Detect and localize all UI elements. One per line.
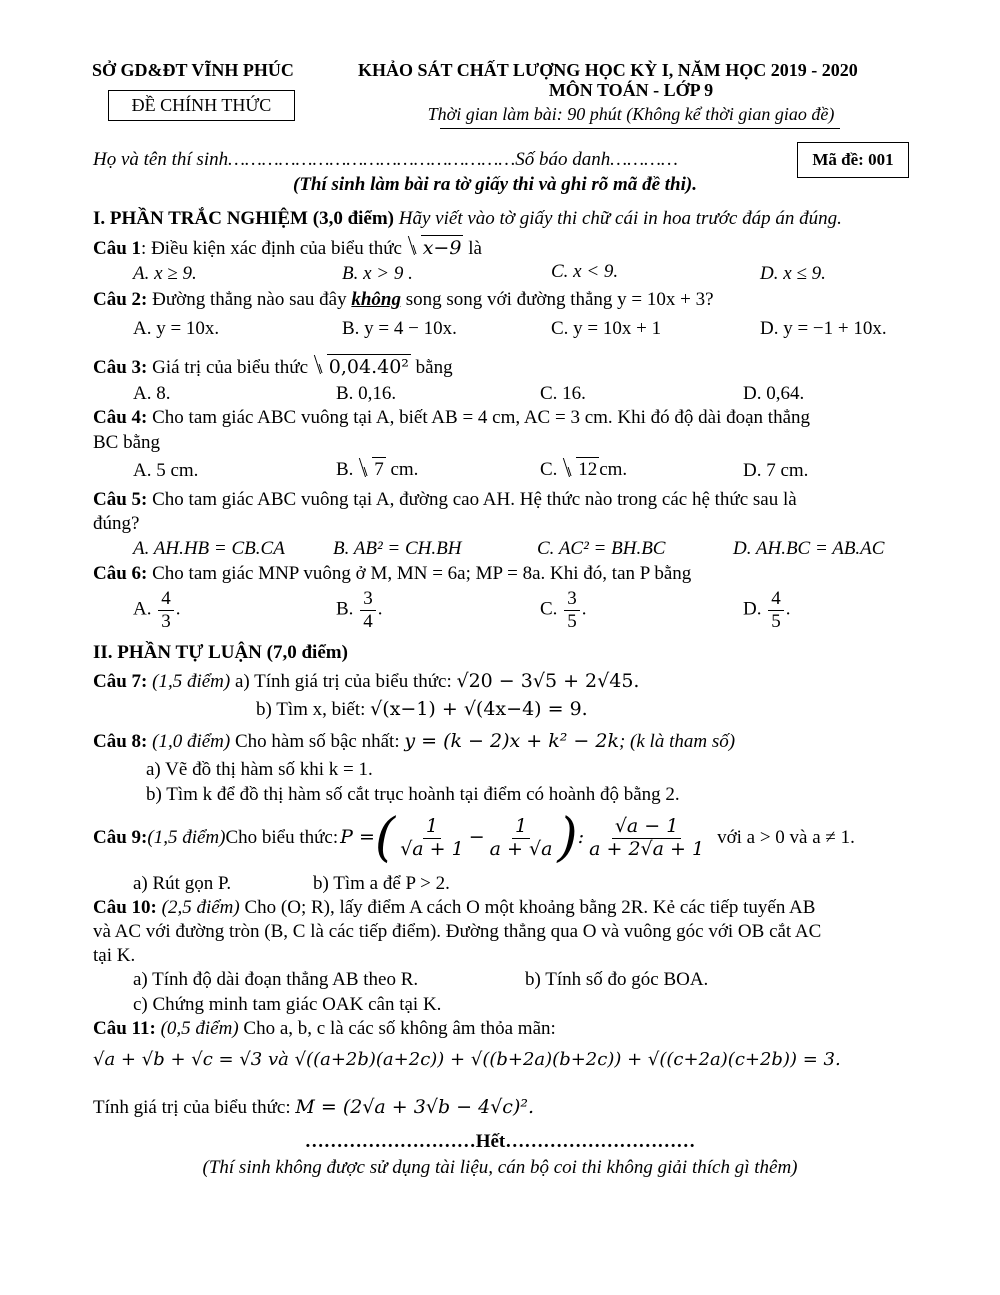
q2-pre: Đường thẳng nào sau đây bbox=[147, 289, 352, 310]
q10-line2: và AC với đường tròn (B, C là các tiếp điểm). Đường thẳng qua O và vuông góc với OB cắt AC bbox=[93, 921, 822, 942]
q1-tail: là bbox=[468, 238, 482, 259]
q7-b: b) Tìm x, biết: √(x−1) + √(4x−4) = 9. bbox=[256, 698, 588, 720]
part1-heading bbox=[93, 208, 842, 230]
q5-line1: Câu 5: Cho tam giác ABC vuông tại A, đường cao AH. Hệ thức nào trong các hệ thức sau là bbox=[93, 489, 797, 510]
official-stamp-box bbox=[108, 90, 295, 121]
q10-line3: tại K. bbox=[93, 945, 136, 966]
end-marker: ………………………Hết………………………… bbox=[304, 1131, 696, 1152]
q7-a: Câu 7: (1,5 điểm) a) Tính giá trị của biểu thức: √20 − 3√5 + 2√45. bbox=[93, 670, 640, 692]
q8-b: b) Tìm k để đồ thị hàm số cắt trục hoành tại điểm có hoành độ bằng 2. bbox=[146, 784, 680, 805]
q2-stem bbox=[93, 289, 714, 311]
q11-condition: √a + √b + √c = √3 và √((a+2b)(a+2c)) + √((b+2a)(b+2c)) + √((c+2a)(c+2b)) = 3. bbox=[93, 1049, 841, 1070]
q9-expression: P =( $\frac{1}{√a + 1}$ − $\frac{1}{a + √a}$ ): $\frac{√a - 1}{a + 2√a + 1}$ bbox=[340, 808, 705, 868]
q7-b-expression: √(x−1) + √(4x−4) = 9. bbox=[370, 698, 588, 720]
q9-stem: Câu 9: (1,5 điểm) Cho biểu thức: P =( $\frac{1}{√a + 1}$ − $\frac{1}{a + √a}$ ): $\frac{√a - 1}{a + 2√a + 1}$ với a > 0 và a ≠ 1. bbox=[93, 808, 855, 868]
q1-option-c: C. x < 9. bbox=[551, 261, 619, 282]
time-note: Thời gian làm bài: 90 phút (Không kể thời gian giao đề) bbox=[427, 104, 835, 124]
q10-c: c) Chứng minh tam giác OAK cân tại K. bbox=[133, 994, 442, 1015]
q8-stem: Câu 8: (1,0 điểm) Cho hàm số bậc nhất: y = (k − 2)x + k² − 2k; (k là tham số) bbox=[93, 730, 736, 752]
q3-stem bbox=[93, 354, 453, 379]
q4-label: Câu 4: bbox=[93, 407, 148, 428]
q1-label: Câu 1 bbox=[93, 238, 142, 259]
q9-a: a) Rút gọn P. bbox=[133, 873, 232, 894]
q6-text: Cho tam giác MNP vuông ở M, MN = 6a; MP = 8a. Khi đó, tan P bằng bbox=[147, 563, 692, 584]
header-divider bbox=[440, 128, 840, 129]
department: SỞ GD&ĐT VĨNH PHÚC bbox=[92, 60, 294, 80]
q10-b: b) Tính số đo góc BOA. bbox=[525, 969, 709, 990]
q6-label: Câu 6: bbox=[93, 563, 148, 584]
part1-title: I. PHẦN TRẮC NGHIỆM (3,0 điểm) bbox=[93, 208, 395, 229]
q11-label: Câu 11: bbox=[93, 1018, 156, 1039]
q10-line1: Câu 10: (2,5 điểm) Cho (O; R), lấy điểm A cách O một khoảng bằng 2R. Kẻ các tiếp tuyến AB bbox=[93, 897, 816, 918]
q2-label: Câu 2: bbox=[93, 289, 148, 310]
exam-code-box bbox=[797, 142, 909, 178]
exam-title: KHẢO SÁT CHẤT LƯỢNG HỌC KỲ I, NĂM HỌC 2019 - 2020 bbox=[358, 60, 858, 80]
q2-option-d: D. y = −1 + 10x. bbox=[760, 318, 887, 339]
q1-text: : Điều kiện xác định của biểu thức bbox=[141, 238, 402, 259]
q5-option-c: C. AC² = BH.BC bbox=[537, 538, 666, 559]
official-stamp: ĐỀ CHÍNH THỨC bbox=[131, 95, 272, 115]
q1-option-a: A. x ≥ 9. bbox=[133, 263, 197, 284]
q8-a: a) Vẽ đồ thị hàm số khi k = 1. bbox=[146, 759, 373, 780]
student-instruction: (Thí sinh làm bài ra tờ giấy thi và ghi rõ mã đề thi). bbox=[293, 174, 697, 195]
part2-title: II. PHẦN TỰ LUẬN (7,0 điểm) bbox=[93, 642, 348, 663]
q1-radical: x−9 bbox=[409, 235, 464, 259]
q3-label: Câu 3: bbox=[93, 357, 148, 378]
q3-option-c: C. 16. bbox=[540, 383, 586, 404]
q3-radical: 0,04.40² bbox=[315, 354, 411, 378]
q2-post: song song với đường thẳng y = 10x + 3? bbox=[401, 289, 714, 310]
q4-option-b: B. 7 cm. bbox=[336, 459, 419, 480]
q7-a-expression: √20 − 3√5 + 2√45. bbox=[456, 670, 640, 692]
q5-option-b: B. AB² = CH.BH bbox=[333, 538, 462, 559]
q10-label: Câu 10: bbox=[93, 897, 157, 918]
q4-option-d: D. 7 cm. bbox=[743, 460, 809, 481]
q4-option-c: C. 12 cm. bbox=[540, 459, 628, 480]
q4-option-a: A. 5 cm. bbox=[133, 460, 199, 481]
q3-tail: bằng bbox=[415, 357, 453, 378]
q3-option-d: D. 0,64. bbox=[743, 383, 805, 404]
q3-option-b: B. 0,16. bbox=[336, 383, 397, 404]
q2-keyword: không bbox=[351, 289, 401, 310]
q3-option-a: A. 8. bbox=[133, 383, 171, 404]
q11-expression: M = (2√a + 3√b − 4√c)². bbox=[295, 1096, 535, 1118]
q5-label: Câu 5: bbox=[93, 489, 148, 510]
q2-option-c: C. y = 10x + 1 bbox=[551, 318, 662, 339]
footer-note: (Thí sinh không được sử dụng tài liệu, cán bộ coi thi không giải thích gì thêm) bbox=[202, 1157, 798, 1178]
q9-condition: với a > 0 và a ≠ 1. bbox=[717, 827, 855, 848]
q5-option-a: A. AH.HB = CB.CA bbox=[133, 538, 285, 559]
q10-a: a) Tính độ dài đoạn thẳng AB theo R. bbox=[133, 969, 419, 990]
q8-expression: y = (k − 2)x + k² − 2k bbox=[404, 730, 619, 752]
part1-note: Hãy viết vào tờ giấy thi chữ cái in hoa trước đáp án đúng. bbox=[394, 208, 842, 229]
q6-stem bbox=[93, 563, 691, 585]
q8-label: Câu 8: bbox=[93, 731, 148, 752]
q4-line2: BC bằng bbox=[93, 432, 161, 453]
exam-code: Mã đề: 001 bbox=[812, 150, 894, 169]
q4-b-radical: 7 bbox=[360, 457, 386, 481]
q1-option-d: D. x ≤ 9. bbox=[760, 263, 826, 284]
subject: MÔN TOÁN - LỚP 9 bbox=[548, 80, 714, 100]
q6-option-a: A. $\frac{4}{3}$ . bbox=[133, 588, 181, 632]
q2-option-a: A. y = 10x. bbox=[133, 318, 220, 339]
q4-line1: Câu 4: Cho tam giác ABC vuông tại A, biết AB = 4 cm, AC = 3 cm. Khi đó độ dài đoạn thẳng bbox=[93, 407, 811, 428]
q1-stem bbox=[93, 235, 482, 260]
q11-ask: Tính giá trị của biểu thức: M = (2√a + 3√b − 4√c)². bbox=[93, 1096, 535, 1118]
q6-option-d: D. $\frac{4}{5}$ . bbox=[743, 588, 791, 632]
q5-line2: đúng? bbox=[93, 513, 140, 534]
q1-option-b: B. x > 9 . bbox=[342, 263, 413, 284]
student-name-line: Họ và tên thí sinh……………………………………………Số báo danh………… bbox=[93, 149, 678, 170]
q6-option-b: B. $\frac{3}{4}$ . bbox=[336, 588, 383, 632]
q6-option-c: C. $\frac{3}{5}$ . bbox=[540, 588, 587, 632]
q11-stem: Câu 11: (0,5 điểm) Cho a, b, c là các số không âm thỏa mãn: bbox=[93, 1018, 556, 1039]
q5-option-d: D. AH.BC = AB.AC bbox=[733, 538, 885, 559]
q4-c-radical: 12 bbox=[564, 457, 599, 481]
q7-label: Câu 7: bbox=[93, 671, 148, 692]
q9-b: b) Tìm a để P > 2. bbox=[313, 873, 450, 894]
q9-label: Câu 9: bbox=[93, 827, 148, 848]
q3-text: Giá trị của biểu thức bbox=[147, 357, 309, 378]
q2-option-b: B. y = 4 − 10x. bbox=[342, 318, 457, 339]
